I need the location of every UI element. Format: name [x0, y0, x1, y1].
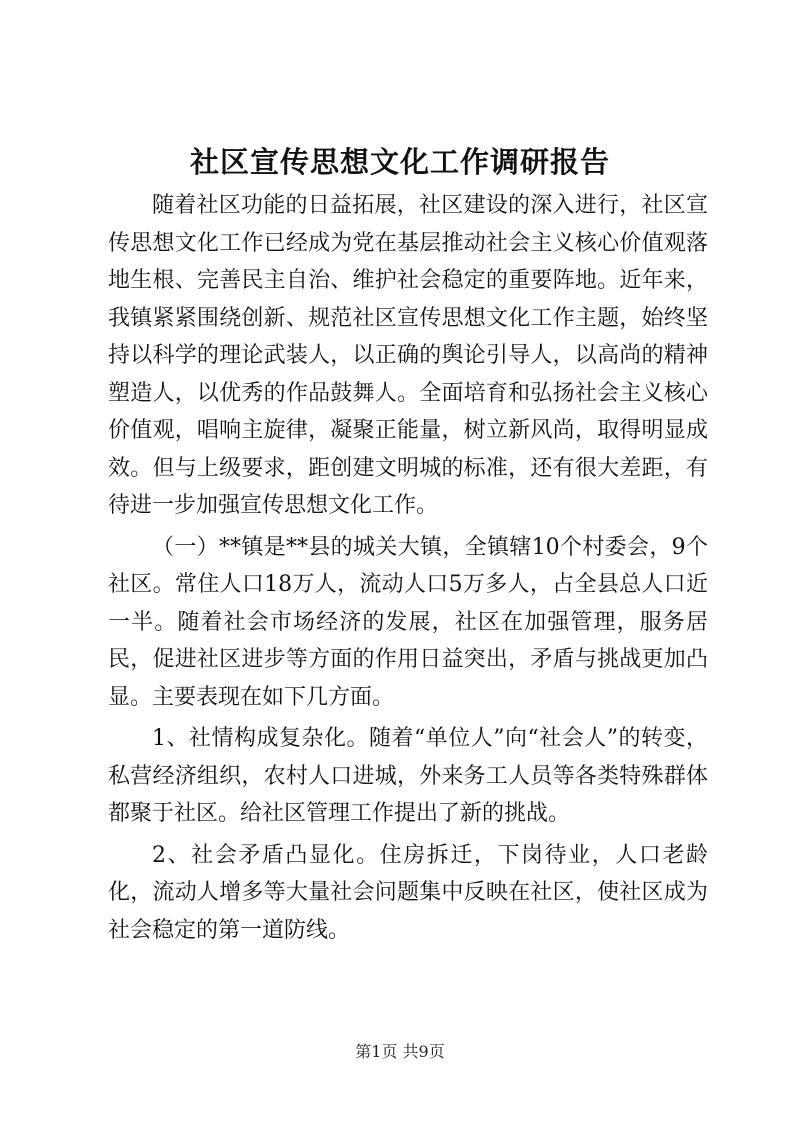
paragraph-section-one: （一）**镇是**县的城关大镇，全镇辖10个村委会，9个社区。常住人口18万人，流动人口5万多人，占全县总人口近一半。随着社会市场经济的发展，社区在加强管理，服务居民，促进社区进步等方面的作用日益突出，矛盾与挑战更加凸显。主要表现在如下几方面。 [108, 534, 708, 710]
paragraph-intro: 随着社区功能的日益拓展，社区建设的深入进行，社区宣传思想文化工作已经成为党在基层推动社会主义核心价值观落地生根、完善民主自治、维护社会稳定的重要阵地。近年来，我镇紧紧围绕创新、规范社区宣传思想文化工作主题，始终坚持以科学的理论武装人，以正确的舆论引导人，以高尚的精神塑造人，以优秀的作品鼓舞人。全面培育和弘扬社会主义核心价值观，唱响主旋律，凝聚正能量，树立新风尚，取得明显成效。但与上级要求，距创建文明城的标准，还有很大差距，有待进一步加强宣传思想文化工作。 [108, 193, 708, 518]
page-footer: 第1页 共9页 [355, 1042, 445, 1061]
paragraph-point-one: 1、社情构成复杂化。随着“单位人”向“社会人”的转变，私营经济组织，农村人口进城，外来务工人员等各类特殊群体都聚于社区。给社区管理工作提出了新的挑战。 [108, 726, 708, 826]
document-title: 社区宣传思想文化工作调研报告 [189, 145, 610, 179]
document-body [108, 187, 708, 949]
paragraph-point-two: 2、社会矛盾凸显化。住房拆迁，下岗待业，人口老龄化，流动人增多等大量社会问题集中反映在社区，使社区成为社会稳定的第一道防线。 [108, 842, 708, 943]
